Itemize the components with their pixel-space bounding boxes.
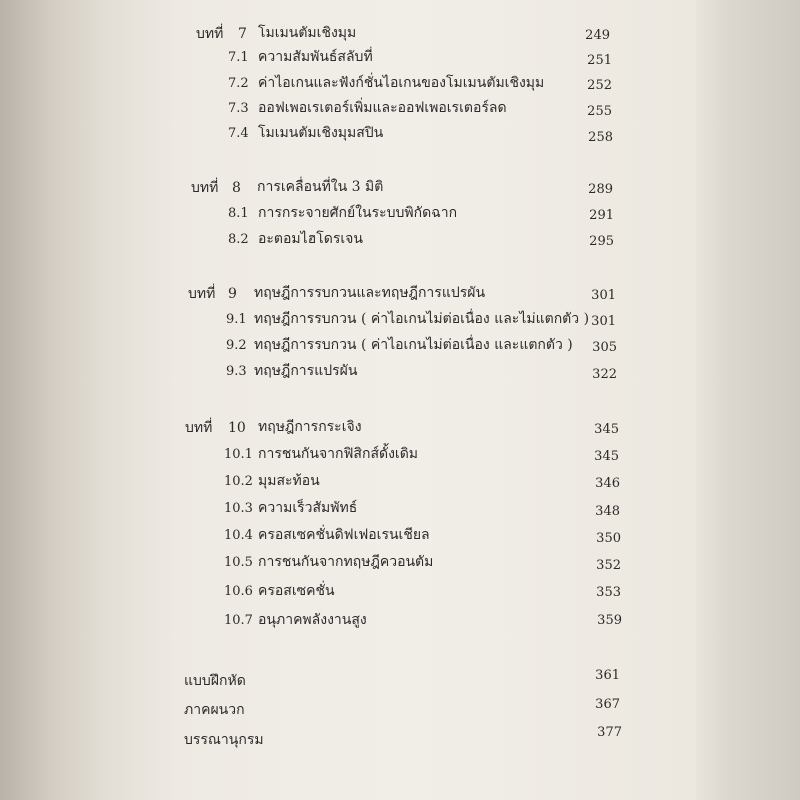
page-number: 255 xyxy=(587,104,612,119)
back-matter-title: บรรณานุกรม xyxy=(184,732,264,748)
section-number: 10.6 xyxy=(224,584,253,599)
page-number: 301 xyxy=(591,314,616,329)
section-title: มุมสะท้อน xyxy=(258,473,320,489)
chapter-label: บทที่ xyxy=(188,286,216,302)
page-number: 377 xyxy=(597,725,622,740)
page-edge xyxy=(696,0,800,800)
section-number: 7.2 xyxy=(228,76,249,91)
section-title: โมเมนตัมเชิงมุมสปิน xyxy=(258,125,384,141)
section-title: ทฤษฎีการแปรผัน xyxy=(254,363,358,379)
page-number: 367 xyxy=(595,697,620,712)
page-number: 252 xyxy=(587,78,612,93)
section-title: ทฤษฎีการรบกวน ( ค่าไอเกนไม่ต่อเนื่อง และแตกตัว ) xyxy=(254,337,573,353)
section-title: อะตอมไฮโดรเจน xyxy=(258,231,363,247)
book-spine-shadow xyxy=(0,0,112,800)
page-number: 295 xyxy=(589,234,614,249)
section-number: 8.1 xyxy=(228,206,249,221)
chapter-title: ทฤษฎีการรบกวนและทฤษฎีการแปรผัน xyxy=(254,285,486,301)
page-number: 322 xyxy=(592,367,617,382)
page-number: 251 xyxy=(587,53,612,68)
chapter-number: 9 xyxy=(228,286,237,302)
chapter-title: โมเมนตัมเชิงมุม xyxy=(258,25,357,41)
chapter-number: 10 xyxy=(228,420,246,436)
page-number: 258 xyxy=(588,130,613,145)
page-number: 348 xyxy=(595,504,620,519)
section-number: 10.5 xyxy=(224,555,253,570)
section-number: 10.4 xyxy=(224,528,253,543)
page-number: 291 xyxy=(589,208,614,223)
section-number: 10.2 xyxy=(224,474,253,489)
page-number: 346 xyxy=(595,476,620,491)
page-number: 361 xyxy=(595,668,620,683)
chapter-label: บทที่ xyxy=(185,420,213,436)
page-number: 249 xyxy=(585,28,610,43)
section-title: ออฟเพอเรเตอร์เพิ่มและออฟเพอเรเตอร์ลด xyxy=(258,100,507,116)
page-number: 289 xyxy=(588,182,613,197)
section-title: การกระจายศักย์ในระบบพิกัดฉาก xyxy=(258,205,458,221)
section-title: ความสัมพันธ์สลับที่ xyxy=(258,49,373,65)
section-title: ความเร็วสัมพัทธ์ xyxy=(258,500,358,516)
section-title: อนุภาคพลังงานสูง xyxy=(258,612,367,628)
section-number: 7.4 xyxy=(228,126,249,141)
section-number: 7.1 xyxy=(228,50,249,65)
chapter-label: บทที่ xyxy=(191,180,219,196)
page-number: 345 xyxy=(594,449,619,464)
chapter-title: การเคลื่อนที่ใน 3 มิติ xyxy=(257,179,384,195)
section-title: ทฤษฎีการรบกวน ( ค่าไอเกนไม่ต่อเนื่อง และไม่แตกตัว ) xyxy=(254,311,590,327)
section-number: 9.2 xyxy=(226,338,247,353)
section-number: 8.2 xyxy=(228,232,249,247)
section-number: 9.3 xyxy=(226,364,247,379)
page-number: 301 xyxy=(591,288,616,303)
page-number: 353 xyxy=(596,585,621,600)
section-number: 7.3 xyxy=(228,101,249,116)
chapter-title: ทฤษฎีการกระเจิง xyxy=(258,419,362,435)
back-matter-title: แบบฝึกหัด xyxy=(184,673,246,689)
section-title: การชนกันจากฟิสิกส์ดั้งเดิม xyxy=(258,446,419,462)
page-number: 359 xyxy=(597,613,622,628)
chapter-number: 7 xyxy=(238,26,247,42)
section-title: การชนกันจากทฤษฎีควอนตัม xyxy=(258,554,434,570)
section-title: ครอสเซคชั่นดิฟเฟอเรนเชียล xyxy=(258,527,430,543)
page-number: 305 xyxy=(592,340,617,355)
section-number: 10.1 xyxy=(224,447,253,462)
page-number: 352 xyxy=(596,558,621,573)
section-title: ครอสเซคชั่น xyxy=(258,583,335,599)
section-number: 10.7 xyxy=(224,613,253,628)
chapter-label: บทที่ xyxy=(196,26,224,42)
section-number: 9.1 xyxy=(226,312,247,327)
section-title: ค่าไอเกนและฟังก์ชั่นไอเกนของโมเมนตัมเชิงมุม xyxy=(258,75,545,91)
page-number: 350 xyxy=(596,531,621,546)
chapter-number: 8 xyxy=(232,180,241,196)
page-number: 345 xyxy=(594,422,619,437)
back-matter-title: ภาคผนวก xyxy=(184,702,245,718)
section-number: 10.3 xyxy=(224,501,253,516)
